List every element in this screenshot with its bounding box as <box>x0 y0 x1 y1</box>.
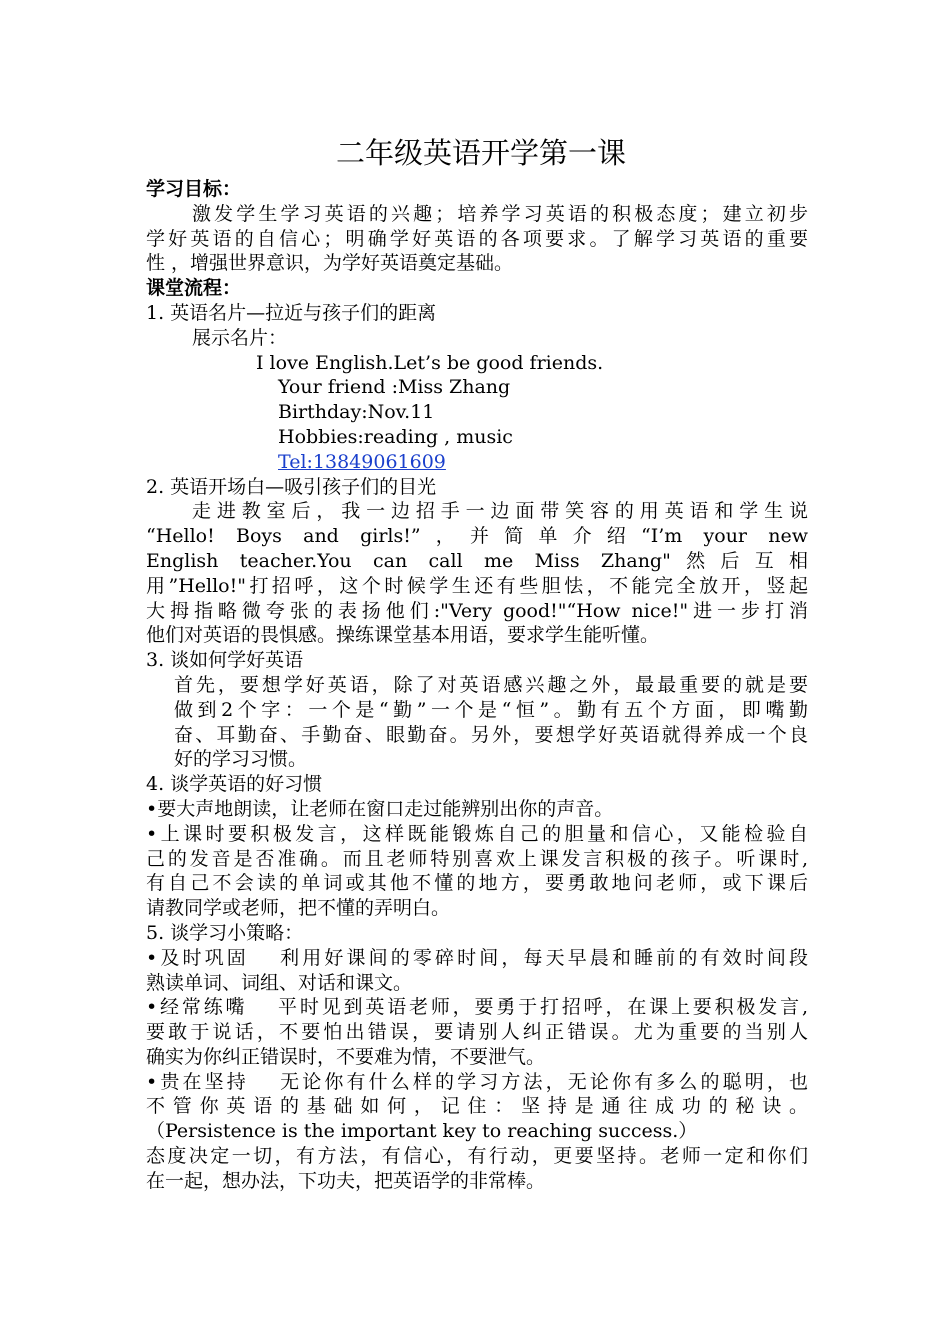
bullet-line: •经常练嘴 平时见到英语老师，要勇于打招呼，在课上要积极发言, <box>146 996 808 1019</box>
paragraph-line: 请教同学或老师，把不懂的弄明白。 <box>146 897 451 920</box>
process-heading: 课堂流程： <box>146 277 242 300</box>
paragraph-line: 己的发音是否准确。而且老师特别喜欢上课发言积极的孩子。听课时, <box>146 847 808 870</box>
objectives-line: 性 ，增强世界意识，为学好英语奠定基础。 <box>146 252 514 275</box>
paragraph-line: 首先，要想学好英语，除了对英语感兴趣之外，最最重要的就是要 <box>174 673 808 696</box>
card-line: Birthday:Nov.11 <box>278 401 435 424</box>
show-card-label: 展示名片： <box>192 326 288 349</box>
paragraph-line: 不管你英语的基础如何，记住：坚持是通往成功的秘诀。 <box>146 1095 808 1118</box>
paragraph-line: 在一起，想办法，下功夫，把英语学的非常棒。 <box>146 1169 546 1192</box>
paragraph-line: 要敢于说话，不要怕出错误，要请别人纠正错误。尤为重要的当别人 <box>146 1021 808 1044</box>
quote-line: （Persistence is the important key to reaching success.） <box>146 1120 698 1143</box>
part5-heading: 5. 谈学习小策略： <box>146 921 304 944</box>
paragraph-line: “Hello! Boys and girls!”，并简单介绍“I’m your new <box>146 525 808 548</box>
paragraph-line: 走进教室后，我一边招手一边面带笑容的用英语和学生说 <box>192 500 808 523</box>
paragraph-line: 熟读单词、词组、对话和课文。 <box>146 971 413 994</box>
document-page <box>146 130 808 1194</box>
paragraph-line: 态度决定一切，有方法，有信心，有行动，更要坚持。老师一定和你们 <box>146 1145 808 1168</box>
paragraph-line: 大拇指略微夸张的表扬他们:"Very good!"“How nice!"进一步打消 <box>146 599 808 622</box>
objectives-heading: 学习目标： <box>146 178 242 200</box>
bullet-line: •上课时要积极发言，这样既能锻炼自己的胆量和信心，又能检验自 <box>146 822 808 845</box>
tel-link[interactable]: Tel:13849061609 <box>278 450 446 473</box>
card-line: Hobbies:reading , music <box>278 425 513 448</box>
paragraph-line: 用”Hello!"打招呼，这个时候学生还有些胆怯，不能完全放开，竖起 <box>146 574 808 597</box>
part4-heading: 4. 谈学英语的好习惯 <box>146 773 323 796</box>
card-line: I love English.Let’s be good friends. <box>256 351 604 374</box>
paragraph-line: 有自己不会读的单词或其他不懂的地方，要勇敢地问老师，或下课后 <box>146 872 808 895</box>
paragraph-line: 他们对英语的畏惧感。操练课堂基本用语，要求学生能听懂。 <box>146 624 660 647</box>
paragraph-line: 好的学习习惯。 <box>174 748 308 771</box>
card-line: Your friend :Miss Zhang <box>278 376 511 399</box>
paragraph-line: English teacher.You can call me Miss Zhang"然后互相 <box>146 549 808 572</box>
part1-heading: 1. 英语名片—拉近与孩子们的距离 <box>146 301 437 324</box>
objectives-line: 激发学生学习英语的兴趣；培养学习英语的积极态度；建立初步 <box>192 202 808 225</box>
part2-heading: 2. 英语开场白—吸引孩子们的目光 <box>146 475 437 498</box>
bullet-line: •及时巩固 利用好课间的零碎时间，每天早晨和睡前的有效时间段 <box>146 946 808 969</box>
part3-heading: 3. 谈如何学好英语 <box>146 649 304 672</box>
paragraph-line: 确实为你纠正错误时，不要难为情，不要泄气。 <box>146 1045 546 1068</box>
page-title: 二年级英语开学第一课 <box>335 136 626 170</box>
bullet-line: •贵在坚持 无论你有什么样的学习方法，无论你有多么的聪明，也 <box>146 1070 808 1093</box>
paragraph-line: 做到2个字：一个是“勤”一个是“恒”。勤有五个方面，即嘴勤 <box>174 698 808 721</box>
objectives-line: 学好英语的自信心；明确学好英语的各项要求。了解学习英语的重要 <box>146 227 808 250</box>
bullet-line: •要大声地朗读，让老师在窗口走过能辨别出你的声音。 <box>146 797 614 820</box>
paragraph-line: 奋、耳勤奋、手勤奋、眼勤奋。另外，要想学好英语就得养成一个良 <box>174 723 808 746</box>
